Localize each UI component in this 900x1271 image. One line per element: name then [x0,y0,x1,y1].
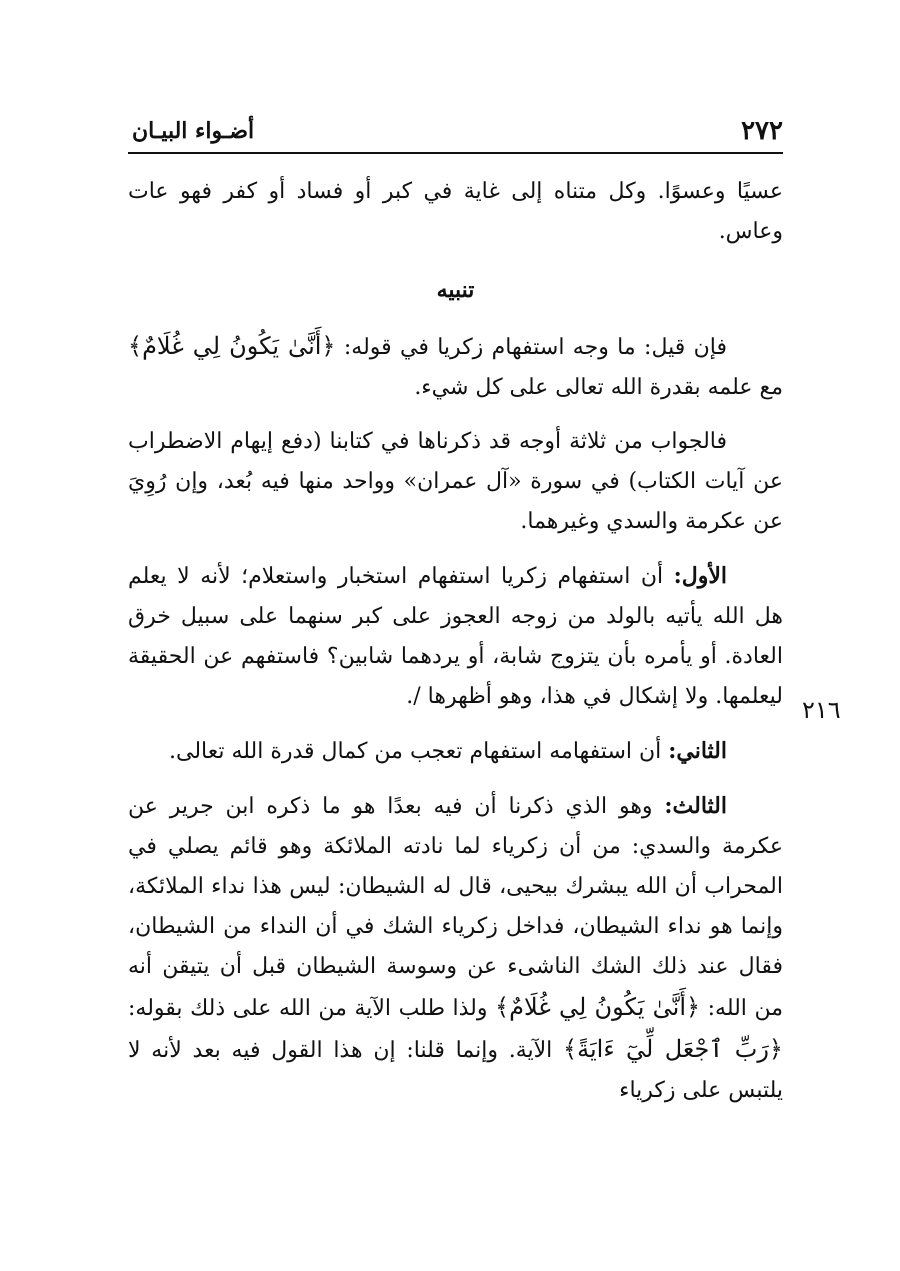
section-heading: تنبيه [436,277,475,303]
body-text [128,172,783,1125]
paragraph-4 [128,556,783,717]
paragraph-6 [128,786,783,1111]
point-label-second: الثاني: [668,738,727,764]
paragraph-6-text-c: الآية. وإنما قلنا: إن هذا القول فيه بعد لأنه لا يلتبس على زكرياء [128,1038,783,1103]
paragraph-5 [128,731,783,772]
paragraph-2 [128,326,783,408]
point-label-first: الأول: [673,563,727,589]
paragraph-2-text-a: فإن قيل: ما وجه استفهام زكريا في قوله: [343,335,727,360]
paragraph-1: عسيًا وعسوًا. وكل متناه إلى غاية في كبر أو فساد أو كفر فهو عات وعاس. [128,179,783,244]
page-number: ٢٧٢ [741,116,783,146]
paragraph-4-text: أن استفهام زكريا استفهام استخبار واستعلام؛ لأنه لا يعلم هل الله يأتيه بالولد من زوجه العجوز على كبر سنهما على سبيل خرق العادة. أو يأمره بأن يتزوج شابة، أو يردهما شابين؟ فاستفهم عن الحقيقة ليعلمها. ولا إشكال في هذا، وهو أظهرها /. [128,564,783,709]
margin-page-reference: ٢١٦ [802,696,841,724]
paragraph-6-text-b: ولذا طلب الآية من الله على ذلك بقوله: [128,996,488,1021]
quran-verse: ﴿رَبِّ ٱجْعَل لِّيٓ ءَايَةً﴾ [563,1035,783,1063]
quran-verse: ﴿أَنَّىٰ يَكُونُ لِي غُلَامٌ﴾ [495,993,701,1021]
paragraph-6-text-a: وهو الذي ذكرنا أن فيه بعدًا هو ما ذكره ابن جرير عن عكرمة والسدي: من أن زكرياء لما نادته الملائكة وهو قائم يصلي في المحراب أن الله يبشرك بيحيى، قال له الشيطان: ليس هذا نداء الملائكة، وإنما هو نداء الشيطان، فداخل زكرياء الشك في أن النداء من الشيطان، فقال عند ذلك الشك الناشىء عن وسوسة الشيطان قبل أن يتيقن أنه من الله: [128,794,783,1021]
point-label-third: الثالث: [664,793,727,819]
page-header [128,112,783,154]
book-title: أضـواء البيـان [132,118,255,144]
paragraph-3: فالجواب من ثلاثة أوجه قد ذكرناها في كتابنا (دفع إيهام الاضطراب عن آيات الكتاب) في سورة «آل عمران» وواحد منها فيه بُعد، وإن رُوِيَ عن عكرمة والسدي وغيرهما. [128,429,783,534]
paragraph-2-text-b: مع علمه بقدرة الله تعالى على كل شيء. [414,375,783,400]
page [128,0,783,1271]
paragraph-5-text: أن استفهامه استفهام تعجب من كمال قدرة الله تعالى. [168,739,662,764]
quran-verse: ﴿أَنَّىٰ يَكُونُ لِي غُلَامٌ﴾ [128,332,336,360]
